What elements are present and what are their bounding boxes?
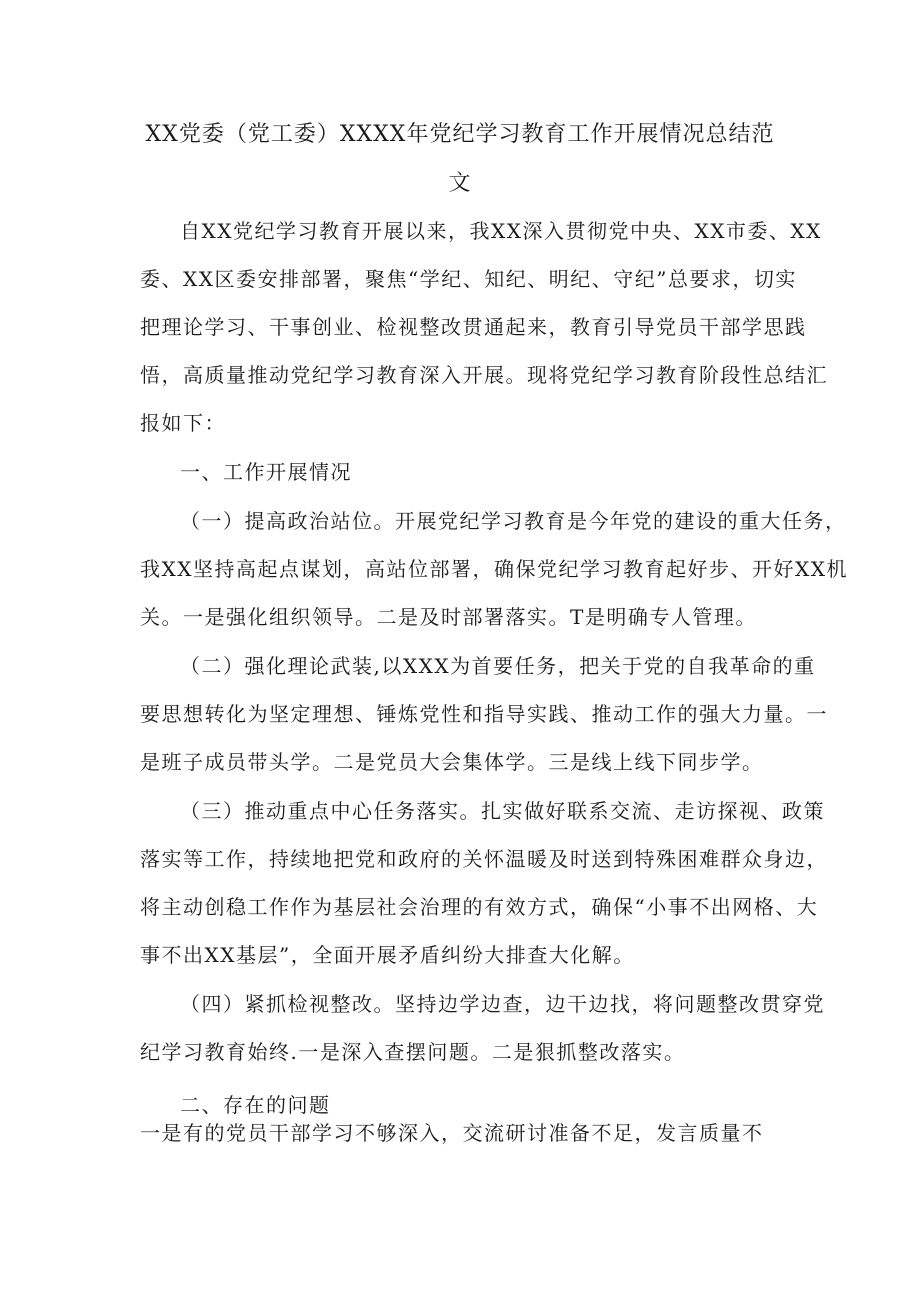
item-three-line: 将主动创稳工作作为基层社会治理的有效方式，确保“小事不出网格、大 — [140, 895, 819, 919]
item-two-line: （二）强化理论武装,以XXX为首要任务，把关于党的自我革命的重 — [180, 654, 816, 678]
section-heading-work: 一、工作开展情况 — [180, 460, 352, 484]
section-heading-problems: 二、存在的问题 — [180, 1093, 331, 1117]
item-four-line: （四）紧抓检视整改。坚持边学边查，边干边找，将问题整改贯穿党 — [180, 992, 825, 1016]
document-title-line-2: 文 — [448, 171, 472, 196]
item-three-line: （三）推动重点中心任务落实。扎实做好联系交流、走访探视、政策 — [180, 799, 825, 823]
item-two-line: 是班子成员带头学。二是党员大会集体学。三是线上线下同步学。 — [140, 750, 764, 774]
intro-paragraph-line: 把理论学习、干事创业、检视整改贯通起来，教育引导党员干部学思践 — [140, 315, 807, 339]
document-title-line-1: XX党委（党工委）XXXX年党纪学习教育工作开展情况总结范 — [145, 122, 775, 147]
intro-paragraph-line: 报如下： — [140, 411, 226, 435]
item-one-line: （一）提高政治站位。开展党纪学习教育是今年党的建设的重大任务， — [180, 509, 847, 533]
item-one-line: 我XX坚持高起点谋划，高站位部署，确保党纪学习教育起好步、开好XX机 — [140, 557, 848, 581]
item-one-line: 关。一是强化组织领导。二是及时部署落实。T是明确专人管理。 — [140, 605, 757, 629]
item-three-line: 事不出XX基层”，全面开展矛盾纠纷大排查大化解。 — [140, 943, 635, 967]
item-four-line: 纪学习教育始终.一是深入查摆问题。二是狠抓整改落实。 — [140, 1040, 686, 1064]
intro-paragraph-line: 委、XX区委安排部署，聚焦“学纪、知纪、明纪、守纪”总要求，切实 — [140, 267, 797, 291]
problems-paragraph-line: 一是有的党员干部学习不够深入，交流研讨准备不足，发言质量不 — [140, 1121, 764, 1145]
item-three-line: 落实等工作，持续地把党和政府的关怀温暖及时送到特殊困难群众身边， — [140, 847, 828, 871]
item-two-line: 要思想转化为坚定理想、锤炼党性和指导实践、推动工作的强大力量。一 — [140, 702, 828, 726]
intro-paragraph-line: 自XX党纪学习教育开展以来，我XX深入贯彻党中央、XX市委、XX — [180, 219, 822, 243]
intro-paragraph-line: 悟，高质量推动党纪学习教育深入开展。现将党纪学习教育阶段性总结汇 — [140, 363, 828, 387]
